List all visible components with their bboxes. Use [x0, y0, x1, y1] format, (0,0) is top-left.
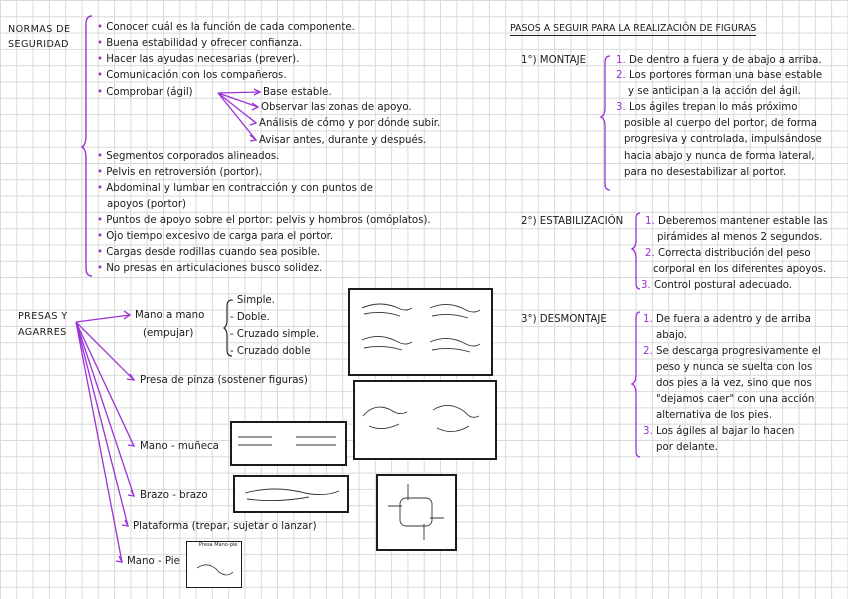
desm-line: peso y nunca se suelta con los [656, 362, 813, 373]
presas-title-line1: PRESAS Y [18, 311, 68, 322]
desm-line: "dejamos caer" con una acción [656, 394, 815, 405]
normas-item: • Cargas desde rodillas cuando sea posible. [97, 247, 321, 258]
desm-line: por delante. [656, 442, 718, 453]
pie-image [186, 541, 242, 588]
pie-image-caption: Presa Mano-pie [199, 542, 238, 548]
presas-title-line2: AGARRES [18, 327, 67, 338]
muneca-illustration [232, 423, 345, 464]
estab-line: 3. Control postural adecuado. [641, 280, 793, 291]
normas-title-line1: NORMAS DE [8, 24, 71, 35]
desm-line: 1. De fuera a adentro y de arriba [643, 314, 811, 325]
mano-a-mano-label: Mano a mano [135, 310, 205, 321]
montaje-line: para no desestabilizar al portor. [624, 167, 787, 178]
plataforma-label: Plataforma (trepar, sujetar o lanzar) [133, 521, 317, 532]
normas-item: • Abdominal y lumbar en contracción y con puntos de [97, 183, 373, 194]
normas-item: apoyos (portor) [107, 199, 187, 210]
plataforma-image [376, 474, 457, 551]
pie-label: Mano - Pie [127, 556, 180, 567]
montaje-line: y se anticipan a la acción del ágil. [628, 86, 801, 97]
normas-item: • Hacer las ayudas necesarias (prever). [97, 54, 300, 65]
normas-item: • Pelvis en retroversión (portor). [97, 167, 262, 178]
normas-item: • Buena estabilidad y ofrecer confianza. [97, 38, 302, 49]
mano-type: - Doble. [230, 312, 270, 323]
normas-item: • Comunicación con los compañeros. [97, 70, 287, 81]
mano-a-mano-sub: (empujar) [143, 328, 194, 339]
desm-line: abajo. [656, 330, 688, 341]
check-item: Análisis de cómo y por dónde subir. [259, 118, 441, 129]
desm-line: 3. Los ágiles al bajar lo hacen [643, 426, 795, 437]
desm-line: alternativa de los pies. [656, 410, 773, 421]
montaje-line: 2. Los portores forman una base estable [616, 70, 823, 81]
estab-line: corporal en los diferentes apoyos. [653, 264, 827, 275]
normas-item: • Segmentos corporados alineados. [97, 151, 280, 162]
estabilizacion-label: 2°) ESTABILIZACIÓN [521, 216, 624, 227]
mano-a-mano-image [348, 288, 493, 376]
desmontaje-label: 3°) DESMONTAJE [521, 314, 607, 325]
montaje-line: 3. Los ágiles trepan lo más próximo [616, 102, 798, 113]
plataforma-illustration [378, 476, 455, 549]
pinza-label: Presa de pinza (sostener figuras) [140, 375, 308, 386]
desm-line: 2. Se descarga progresivamente el [643, 346, 821, 357]
check-item: Base estable. [263, 87, 332, 98]
normas-item: • Comprobar (ágil) [97, 87, 193, 98]
normas-title-line2: SEGURIDAD [8, 39, 69, 50]
hands-grip-illustration [350, 290, 491, 374]
estab-line: 2. Correcta distribución del peso [645, 248, 811, 259]
normas-item: • Conocer cuál es la función de cada componente. [97, 22, 355, 33]
estab-line: 1. Deberemos mantener estable las [645, 216, 828, 227]
montaje-line: 1. De dentro a fuera y de abajo a arriba. [616, 55, 822, 66]
montaje-line: posible al cuerpo del portor, de forma [624, 118, 817, 129]
pie-illustration [187, 542, 241, 587]
mano-type: - Cruzado doble [230, 346, 311, 357]
montaje-line: hacia abajo y nunca de forma lateral, [624, 151, 815, 162]
mano-type: - Cruzado simple. [230, 329, 320, 340]
pasos-title: PASOS A SEGUIR PARA LA REALIZACIÓN DE FIGURAS [510, 23, 757, 34]
muneca-label: Mano - muñeca [140, 441, 219, 452]
brazo-image [233, 475, 349, 513]
muneca-image [230, 421, 347, 466]
montaje-label: 1°) MONTAJE [521, 55, 587, 66]
pinza-image [353, 380, 497, 460]
normas-item: • Puntos de apoyo sobre el portor: pelvis y hombros (omóplatos). [97, 215, 431, 226]
mano-type: - Simple. [230, 295, 275, 306]
estab-line: pirámides al menos 2 segundos. [657, 232, 823, 243]
pinza-illustration [355, 382, 495, 458]
check-item: Avisar antes, durante y después. [259, 135, 427, 146]
brazo-illustration [235, 477, 347, 511]
desm-line: dos pies a la vez, sino que nos [656, 378, 812, 389]
normas-item: • Ojo tiempo excesivo de carga para el portor. [97, 231, 334, 242]
check-item: Observar las zonas de apoyo. [261, 102, 412, 113]
montaje-line: progresiva y controlada, impulsándose [624, 134, 822, 145]
normas-item: • No presas en articulaciones busco solidez. [97, 263, 323, 274]
brazo-label: Brazo - brazo [140, 490, 208, 501]
